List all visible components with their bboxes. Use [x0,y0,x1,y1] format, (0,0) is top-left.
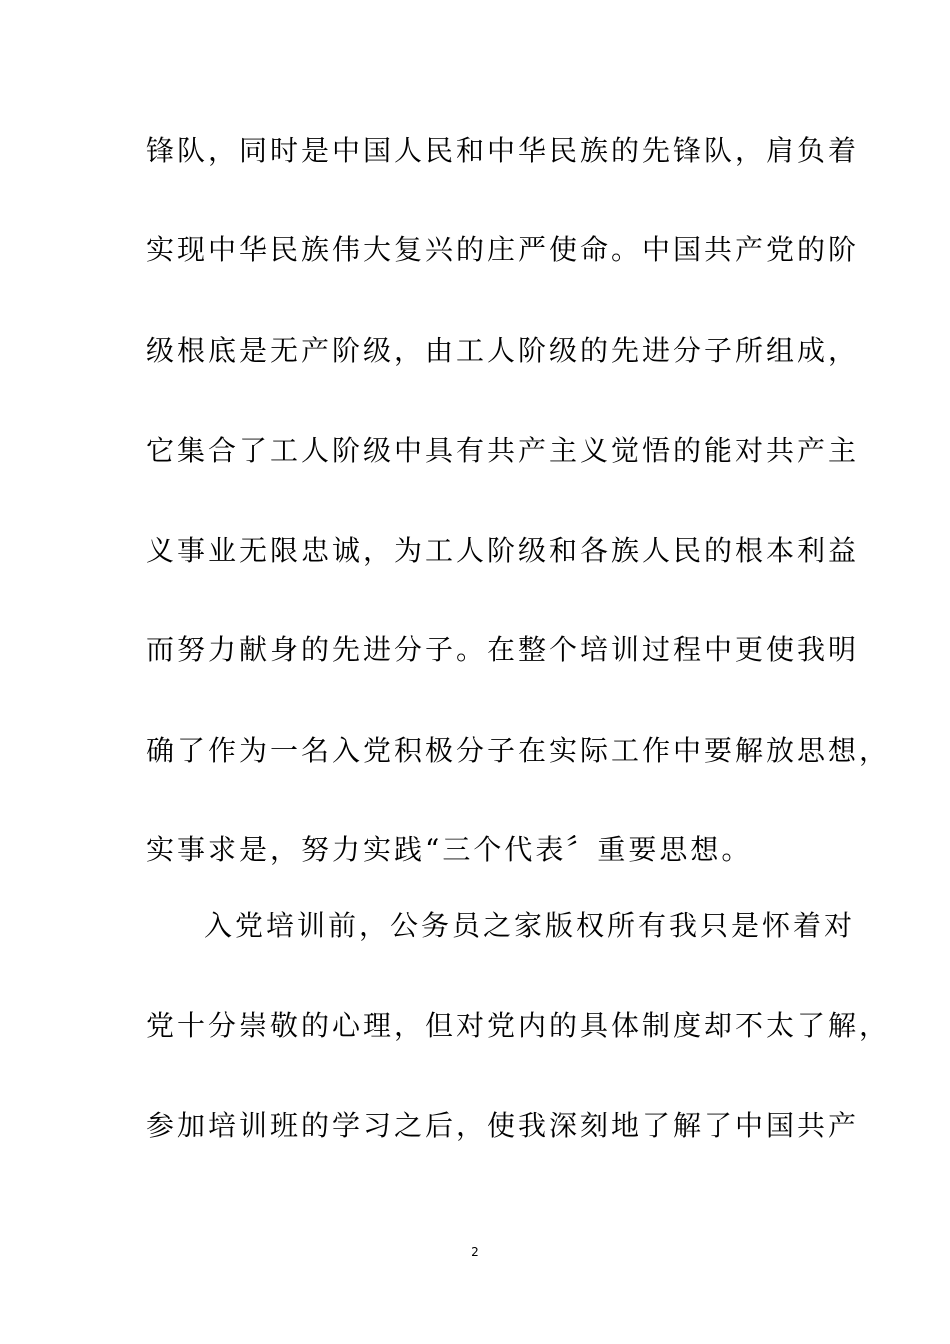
text-line-4: 它集合了工人阶级中具有共产主义觉悟的能对共产主 [146,434,860,467]
text-line-7: 确了作为一名入党积极分子在实际工作中要解放思想， [146,734,891,767]
text-line-5: 义事业无限忠诚，为工人阶级和各族人民的根本利益 [146,534,860,567]
paragraph-first-line: 入党培训前，公务员之家版权所有我只是怀着对 [204,909,856,942]
text-line-6: 而努力献身的先进分子。在整个培训过程中更使我明 [146,633,860,666]
text-line-1: 锋队，同时是中国人民和中华民族的先锋队，肩负着 [146,134,860,167]
text-line-10: 党十分崇敬的心理，但对党内的具体制度却不太了解， [146,1009,891,1042]
text-line-8: 实事求是，努力实践“三个代表〞重要思想。 [146,833,753,866]
text-line-11: 参加培训班的学习之后，使我深刻地了解了中国共产 [146,1109,860,1142]
page-number: 2 [471,1245,479,1259]
text-line-2: 实现中华民族伟大复兴的庄严使命。中国共产党的阶 [146,233,860,266]
text-line-3: 级根底是无产阶级，由工人阶级的先进分子所组成， [146,334,860,367]
